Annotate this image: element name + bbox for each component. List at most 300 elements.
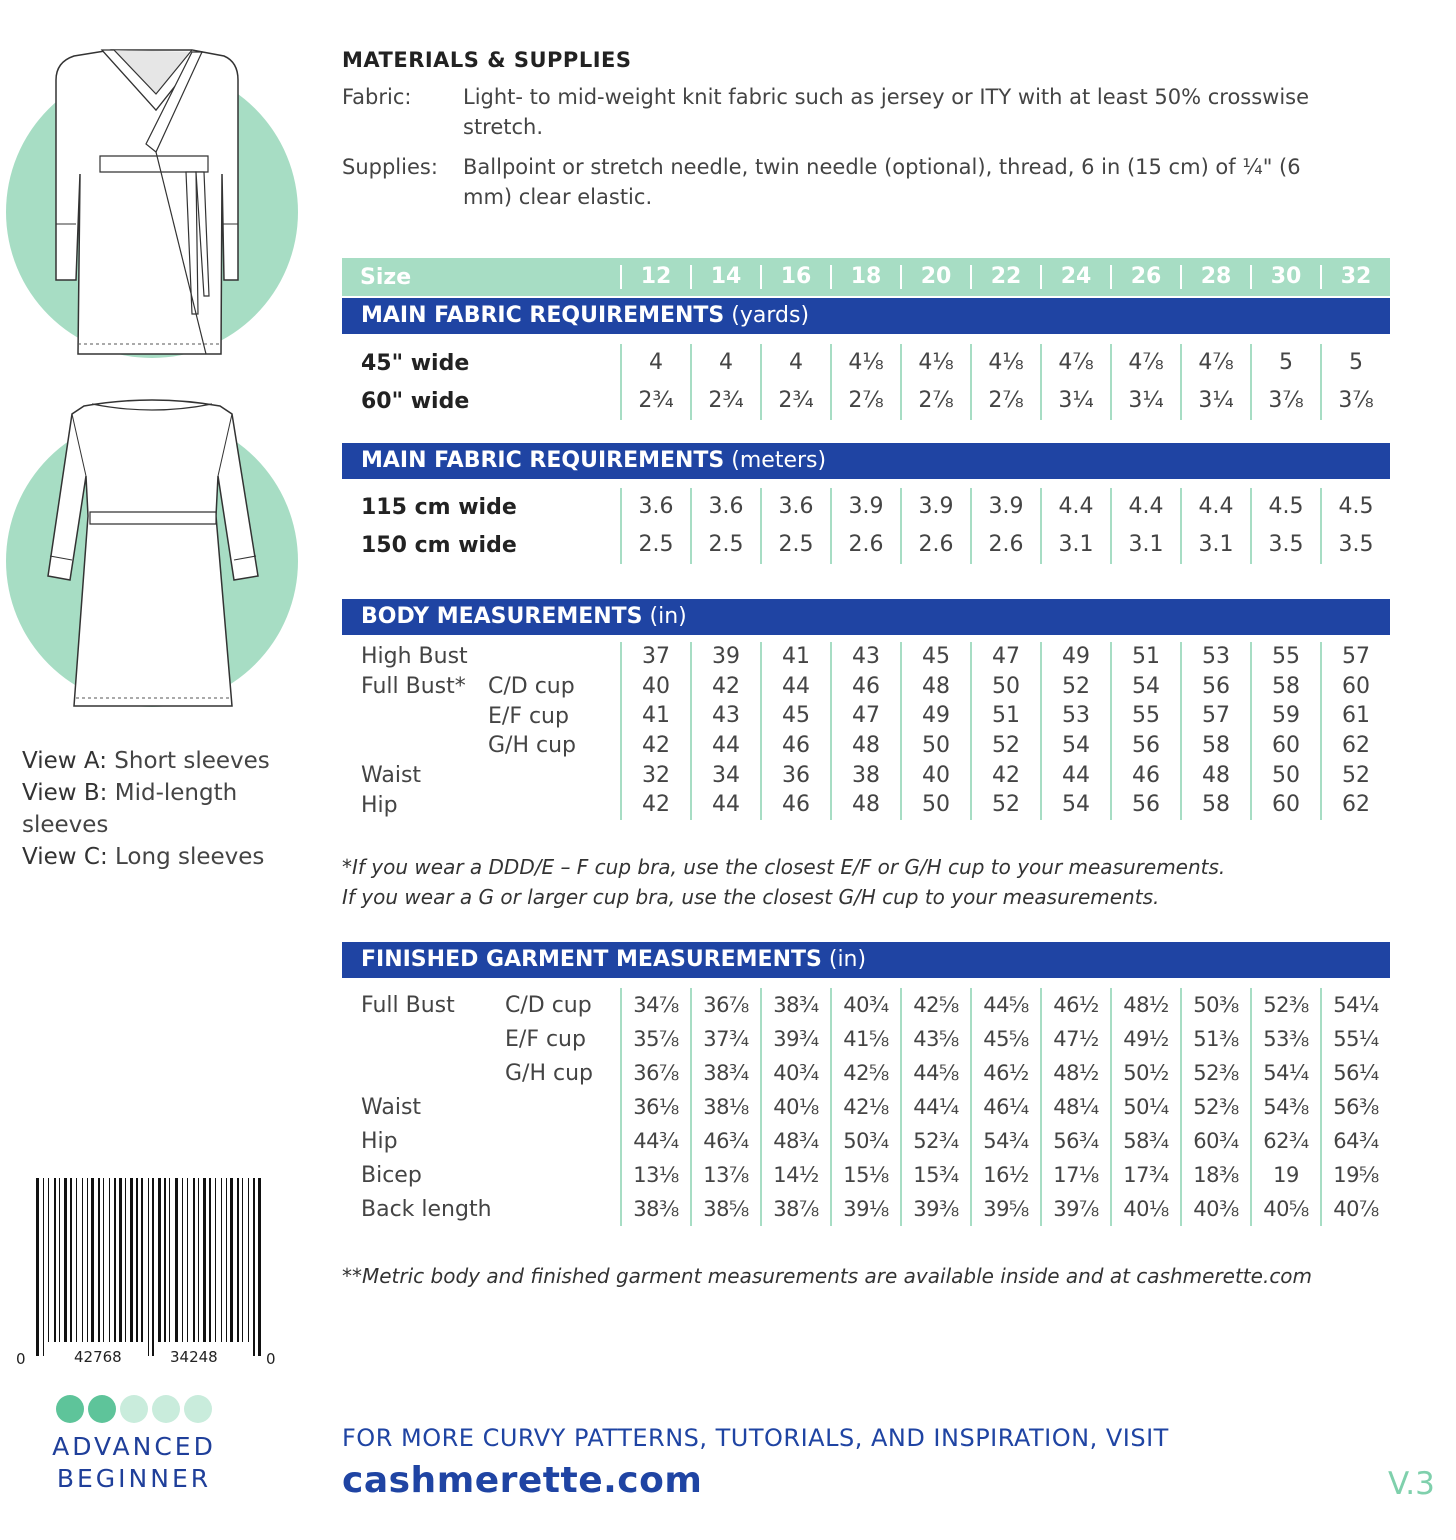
view-a-text: Short sleeves <box>114 748 270 774</box>
barcode-bar <box>175 1178 178 1342</box>
supplies-label: Supplies: <box>342 155 438 179</box>
back-view-illustration <box>6 396 298 718</box>
table-cell: 41 <box>620 701 690 731</box>
table-cell: 61 <box>1320 701 1390 731</box>
table-cell: 57 <box>1320 642 1390 672</box>
table-cell: 44 <box>690 790 760 820</box>
table-cell: 50⅜ <box>1180 988 1250 1022</box>
table-cell: 54⅜ <box>1250 1090 1320 1124</box>
row-label-sub: G/H cup <box>488 733 576 759</box>
table-cell: 19 <box>1250 1158 1320 1192</box>
barcode-bar <box>48 1178 49 1342</box>
barcode-bar <box>193 1178 195 1342</box>
table-cell: 48 <box>1180 761 1250 791</box>
view-c <box>22 841 302 873</box>
table-cell: 2¾ <box>760 382 830 420</box>
table-cell: 60¾ <box>1180 1124 1250 1158</box>
skill-level-line2: BEGINNER <box>56 1464 212 1493</box>
row-label-main <box>361 704 488 729</box>
table-cell: 48 <box>830 790 900 820</box>
barcode-digit-3: 0 <box>266 1350 276 1368</box>
table-cell: 5 <box>1320 344 1390 382</box>
barcode-bar <box>248 1178 249 1342</box>
table-cell: 13⅞ <box>690 1158 760 1192</box>
table-cell: 38⅛ <box>690 1090 760 1124</box>
table-cell: 48¼ <box>1040 1090 1110 1124</box>
table-cell: 59 <box>1250 701 1320 731</box>
table-cell: 43⅝ <box>900 1022 970 1056</box>
table-cell: 58 <box>1180 790 1250 820</box>
row-label-main <box>361 1061 505 1086</box>
barcode-bar <box>158 1178 161 1342</box>
table-cell: 49½ <box>1110 1022 1180 1056</box>
view-a <box>22 745 302 777</box>
table-cell: 2.6 <box>830 526 900 564</box>
skill-dot <box>152 1395 180 1423</box>
size-cell: 30 <box>1250 265 1320 289</box>
table-cell: 46 <box>760 731 830 761</box>
table-cell: 37 <box>620 642 690 672</box>
row-label-main: Waist <box>361 1094 422 1120</box>
table-cell: 2.5 <box>620 526 690 564</box>
table-cell: 56¾ <box>1040 1124 1110 1158</box>
size-cell: 32 <box>1320 265 1390 289</box>
table-cell: 52 <box>1320 761 1390 791</box>
table-cell: 19⅝ <box>1320 1158 1390 1192</box>
table-cell: 45 <box>900 642 970 672</box>
table-cell: 48½ <box>1040 1056 1110 1090</box>
table-row <box>342 1124 1390 1158</box>
table-cell: 38 <box>830 761 900 791</box>
table-cell: 13⅛ <box>620 1158 690 1192</box>
table-cell: 60 <box>1250 731 1320 761</box>
row-label-sub: E/F cup <box>505 1026 586 1052</box>
table-cell: 3.1 <box>1040 526 1110 564</box>
view-list <box>22 745 302 873</box>
table-cell: 58 <box>1180 731 1250 761</box>
row-label <box>342 1027 620 1052</box>
table-cell: 48 <box>830 731 900 761</box>
barcode-bar <box>198 1178 199 1342</box>
row-label <box>342 351 620 376</box>
table-cell: 50 <box>1250 761 1320 791</box>
table-cell: 4 <box>620 344 690 382</box>
row-label <box>342 793 620 818</box>
barcode-bar <box>148 1178 149 1356</box>
row-label-main: 60" wide <box>361 388 470 414</box>
table-cell: 34⅞ <box>620 988 690 1022</box>
table-cell: 39⅛ <box>830 1192 900 1226</box>
table-cell: 54 <box>1040 790 1110 820</box>
table-cell: 4.5 <box>1320 488 1390 526</box>
table-cell: 56¼ <box>1320 1056 1390 1090</box>
table-cell: 40⅛ <box>760 1090 830 1124</box>
table-cell: 44⅝ <box>900 1056 970 1090</box>
table-row <box>342 1158 1390 1192</box>
table-cell: 2.5 <box>760 526 830 564</box>
barcode-bar <box>82 1178 83 1342</box>
row-label-sub: E/F cup <box>488 703 569 729</box>
table-cell: 39¾ <box>760 1022 830 1056</box>
garment-measurements-table <box>342 988 1390 1226</box>
row-label <box>342 1197 620 1222</box>
garment-measurements-title: FINISHED GARMENT MEASUREMENTS <box>361 947 822 972</box>
table-cell: 52⅜ <box>1180 1056 1250 1090</box>
table-row <box>342 790 1390 820</box>
table-cell: 3⅞ <box>1250 382 1320 420</box>
row-label <box>342 389 620 414</box>
table-cell: 34 <box>690 761 760 791</box>
bust-note-line1: *If you wear a DDD/E – F cup bra, use the closest E/F or G/H cup to your measurements. <box>342 855 1226 879</box>
size-header-bar <box>342 258 1390 296</box>
table-cell: 50 <box>900 790 970 820</box>
table-cell: 32 <box>620 761 690 791</box>
size-cell: 26 <box>1110 265 1180 289</box>
view-a-label: View A: <box>22 748 107 774</box>
table-cell: 46 <box>760 790 830 820</box>
row-label <box>342 1163 620 1188</box>
barcode-bar <box>164 1178 166 1342</box>
row-label-main: 150 cm wide <box>361 532 517 558</box>
table-cell: 56 <box>1110 731 1180 761</box>
table-cell: 64¾ <box>1320 1124 1390 1158</box>
table-row <box>342 1192 1390 1226</box>
table-row <box>342 988 1390 1022</box>
table-cell: 56⅜ <box>1320 1090 1390 1124</box>
table-cell: 2.6 <box>970 526 1040 564</box>
table-cell: 52¾ <box>900 1124 970 1158</box>
table-row <box>342 642 1390 672</box>
table-cell: 43 <box>830 642 900 672</box>
table-row <box>342 526 1390 564</box>
barcode-bar <box>76 1178 77 1342</box>
fabric-meters-table <box>342 488 1390 564</box>
row-label-main: Back length <box>361 1196 492 1222</box>
skill-dot <box>88 1395 116 1423</box>
table-cell: 40¾ <box>760 1056 830 1090</box>
view-b-label: View B: <box>22 780 108 806</box>
barcode-bar <box>36 1178 39 1356</box>
table-cell: 15⅛ <box>830 1158 900 1192</box>
table-cell: 56 <box>1110 790 1180 820</box>
view-b-text: Mid-length sleeves <box>22 780 238 838</box>
body-measurements-unit: (in) <box>649 604 687 629</box>
table-cell: 50 <box>970 672 1040 702</box>
table-cell: 46 <box>1110 761 1180 791</box>
table-cell: 50½ <box>1110 1056 1180 1090</box>
garment-measurements-unit: (in) <box>828 947 867 972</box>
table-cell: 56 <box>1180 672 1250 702</box>
skill-dot <box>184 1395 212 1423</box>
size-cell: 28 <box>1180 265 1250 289</box>
table-cell: 3¼ <box>1180 382 1250 420</box>
table-cell: 51 <box>970 701 1040 731</box>
table-cell: 45⅝ <box>970 1022 1040 1056</box>
table-cell: 36⅞ <box>690 988 760 1022</box>
table-cell: 60 <box>1250 790 1320 820</box>
barcode-digits-1: 42768 <box>74 1348 122 1366</box>
barcode-bar <box>136 1178 138 1342</box>
barcode-bar <box>152 1178 154 1356</box>
table-cell: 2.6 <box>900 526 970 564</box>
table-cell: 50¾ <box>830 1124 900 1158</box>
table-cell: 47 <box>830 701 900 731</box>
table-cell: 54¼ <box>1250 1056 1320 1090</box>
supplies-row <box>342 152 1342 212</box>
view-c-label: View C: <box>22 844 108 870</box>
supplies-text: Ballpoint or stretch needle, twin needle (optional), thread, 6 in (15 cm) of ¼" (6 mm) clear elastic. <box>463 155 1301 209</box>
table-cell: 38¾ <box>760 988 830 1022</box>
row-label-main: High Bust <box>361 644 468 670</box>
table-cell: 4 <box>760 344 830 382</box>
row-label <box>342 763 620 788</box>
table-cell: 3.9 <box>900 488 970 526</box>
table-cell: 42 <box>970 761 1040 791</box>
table-cell: 50 <box>900 731 970 761</box>
size-cell: 16 <box>760 265 830 289</box>
barcode-bar <box>119 1178 122 1342</box>
table-cell: 44⅝ <box>970 988 1040 1022</box>
table-cell: 3.1 <box>1180 526 1250 564</box>
row-label <box>342 704 620 729</box>
table-cell: 3.9 <box>830 488 900 526</box>
table-cell: 2⅞ <box>830 382 900 420</box>
table-row <box>342 488 1390 526</box>
row-label-main: Bicep <box>361 1162 422 1188</box>
table-cell: 40⅜ <box>1180 1192 1250 1226</box>
table-cell: 43 <box>690 701 760 731</box>
table-cell: 18⅜ <box>1180 1158 1250 1192</box>
table-cell: 38⅝ <box>690 1192 760 1226</box>
table-cell: 52⅜ <box>1250 988 1320 1022</box>
table-cell: 57 <box>1180 701 1250 731</box>
table-cell: 39⅝ <box>970 1192 1040 1226</box>
table-cell: 4.4 <box>1180 488 1250 526</box>
table-cell: 41⅝ <box>830 1022 900 1056</box>
barcode-bar <box>258 1178 261 1356</box>
metric-note: **Metric body and finished garment measurements are available inside and at cashmerette.com <box>342 1264 1313 1288</box>
table-cell: 47 <box>970 642 1040 672</box>
barcode-bar <box>87 1178 88 1342</box>
row-label <box>342 644 620 669</box>
table-row <box>342 761 1390 791</box>
version-label: V.3 <box>1388 1466 1435 1502</box>
size-cell: 12 <box>620 265 690 289</box>
table-cell: 54 <box>1040 731 1110 761</box>
table-cell: 54¾ <box>970 1124 1040 1158</box>
table-cell: 42 <box>690 672 760 702</box>
table-cell: 40⅝ <box>1250 1192 1320 1226</box>
barcode-bar <box>203 1178 206 1342</box>
row-label-main <box>361 733 488 758</box>
row-label <box>342 993 620 1018</box>
row-label-main: Hip <box>361 1128 398 1154</box>
table-cell: 39⅜ <box>900 1192 970 1226</box>
barcode-bar <box>125 1178 126 1342</box>
table-row <box>342 1022 1390 1056</box>
table-row <box>342 1090 1390 1124</box>
table-cell: 41 <box>760 642 830 672</box>
row-label <box>342 1061 620 1086</box>
barcode-bar <box>114 1178 116 1342</box>
size-cell: 18 <box>830 265 900 289</box>
row-label <box>342 1095 620 1120</box>
table-cell: 58 <box>1250 672 1320 702</box>
table-cell: 2¾ <box>690 382 760 420</box>
table-cell: 38⅞ <box>760 1192 830 1226</box>
row-label <box>342 733 620 758</box>
table-cell: 2⅞ <box>970 382 1040 420</box>
table-cell: 46 <box>830 672 900 702</box>
table-cell: 49 <box>900 701 970 731</box>
table-cell: 52 <box>970 790 1040 820</box>
barcode-bar <box>91 1178 94 1342</box>
table-cell: 44¼ <box>900 1090 970 1124</box>
table-cell: 49 <box>1040 642 1110 672</box>
size-cell: 14 <box>690 265 760 289</box>
front-view-illustration <box>6 44 298 364</box>
table-cell: 4⅛ <box>900 344 970 382</box>
table-cell: 2⅞ <box>900 382 970 420</box>
table-cell: 58¾ <box>1110 1124 1180 1158</box>
table-cell: 3¼ <box>1110 382 1180 420</box>
barcode-bar <box>103 1178 104 1342</box>
table-cell: 4.5 <box>1250 488 1320 526</box>
skill-level-dots <box>22 1395 246 1423</box>
table-cell: 42 <box>620 790 690 820</box>
table-cell: 42⅝ <box>830 1056 900 1090</box>
table-row <box>342 672 1390 702</box>
table-cell: 46½ <box>970 1056 1040 1090</box>
table-cell: 3.1 <box>1110 526 1180 564</box>
row-label-main <box>361 1027 505 1052</box>
table-cell: 15¾ <box>900 1158 970 1192</box>
table-cell: 53 <box>1040 701 1110 731</box>
barcode-bar <box>141 1178 143 1342</box>
barcode-bar <box>54 1178 56 1342</box>
size-cell: 22 <box>970 265 1040 289</box>
view-c-text: Long sleeves <box>115 844 265 870</box>
table-cell: 3¼ <box>1040 382 1110 420</box>
table-cell: 52⅜ <box>1180 1090 1250 1124</box>
table-cell: 36 <box>760 761 830 791</box>
table-cell: 53⅜ <box>1250 1022 1320 1056</box>
size-label: Size <box>360 264 412 290</box>
table-cell: 48¾ <box>760 1124 830 1158</box>
row-label-main: 45" wide <box>361 350 470 376</box>
barcode-bar <box>59 1178 60 1342</box>
table-cell: 46¾ <box>690 1124 760 1158</box>
table-cell: 44 <box>1040 761 1110 791</box>
table-cell: 4.4 <box>1040 488 1110 526</box>
table-cell: 40⅞ <box>1320 1192 1390 1226</box>
table-cell: 40⅛ <box>1110 1192 1180 1226</box>
fabric-yards-title: MAIN FABRIC REQUIREMENTS <box>361 303 725 328</box>
table-cell: 4⅞ <box>1180 344 1250 382</box>
table-cell: 3.5 <box>1250 526 1320 564</box>
table-row <box>342 701 1390 731</box>
size-cell: 24 <box>1040 265 1110 289</box>
bust-note-line2: If you wear a G or larger cup bra, use the closest G/H cup to your measurements. <box>342 885 1160 909</box>
table-cell: 4.4 <box>1110 488 1180 526</box>
barcode-bar <box>237 1178 239 1342</box>
table-cell: 4⅞ <box>1110 344 1180 382</box>
table-cell: 5 <box>1250 344 1320 382</box>
materials-heading: MATERIALS & SUPPLIES <box>342 48 632 72</box>
table-cell: 51 <box>1110 642 1180 672</box>
table-cell: 46½ <box>1040 988 1110 1022</box>
table-cell: 4⅛ <box>830 344 900 382</box>
table-cell: 44 <box>760 672 830 702</box>
table-cell: 3.9 <box>970 488 1040 526</box>
table-row <box>342 344 1390 382</box>
body-measurements-header <box>342 599 1390 635</box>
body-measurements-title: BODY MEASUREMENTS <box>361 604 643 629</box>
table-cell: 14½ <box>760 1158 830 1192</box>
table-cell: 48½ <box>1110 988 1180 1022</box>
table-cell: 4⅛ <box>970 344 1040 382</box>
barcode-bar <box>70 1178 72 1342</box>
table-cell: 36⅞ <box>620 1056 690 1090</box>
fabric-yards-unit: (yards) <box>731 303 810 328</box>
bust-note <box>342 852 1422 912</box>
table-cell: 42⅛ <box>830 1090 900 1124</box>
row-label-main: Waist <box>361 763 422 789</box>
table-cell: 62 <box>1320 731 1390 761</box>
barcode-bar <box>43 1178 44 1356</box>
table-cell: 17¾ <box>1110 1158 1180 1192</box>
fabric-label: Fabric: <box>342 85 412 109</box>
barcode-bar <box>226 1178 227 1342</box>
barcode-bar <box>109 1178 110 1342</box>
table-cell: 3.6 <box>620 488 690 526</box>
barcode-bar <box>253 1178 255 1356</box>
row-label-sub: G/H cup <box>505 1060 593 1086</box>
row-label-main: Full Bust <box>361 992 455 1018</box>
table-cell: 36⅛ <box>620 1090 690 1124</box>
garment-measurements-header <box>342 942 1390 978</box>
size-cell: 20 <box>900 265 970 289</box>
table-cell: 55¼ <box>1320 1022 1390 1056</box>
barcode-bar <box>221 1178 222 1342</box>
barcode-bar <box>98 1178 100 1342</box>
table-cell: 47½ <box>1040 1022 1110 1056</box>
table-cell: 35⅞ <box>620 1022 690 1056</box>
table-cell: 4 <box>690 344 760 382</box>
row-label <box>342 533 620 558</box>
view-b <box>22 777 302 841</box>
table-cell: 40 <box>900 761 970 791</box>
barcode-bar <box>230 1178 233 1342</box>
table-cell: 44¾ <box>620 1124 690 1158</box>
row-label-main: Full Bust* <box>361 674 466 700</box>
barcode-bar <box>209 1178 211 1342</box>
table-cell: 62¾ <box>1250 1124 1320 1158</box>
footer-url-link[interactable]: cashmerette.com <box>342 1460 703 1501</box>
barcode-bar <box>187 1178 188 1342</box>
skill-dot <box>120 1395 148 1423</box>
barcode <box>14 1178 284 1373</box>
table-cell: 40 <box>620 672 690 702</box>
table-cell: 4⅞ <box>1040 344 1110 382</box>
table-cell: 46¼ <box>970 1090 1040 1124</box>
table-cell: 48 <box>900 672 970 702</box>
table-cell: 54¼ <box>1320 988 1390 1022</box>
row-label <box>342 1129 620 1154</box>
table-cell: 38¾ <box>690 1056 760 1090</box>
table-cell: 39⅞ <box>1040 1192 1110 1226</box>
skill-dot <box>56 1395 84 1423</box>
